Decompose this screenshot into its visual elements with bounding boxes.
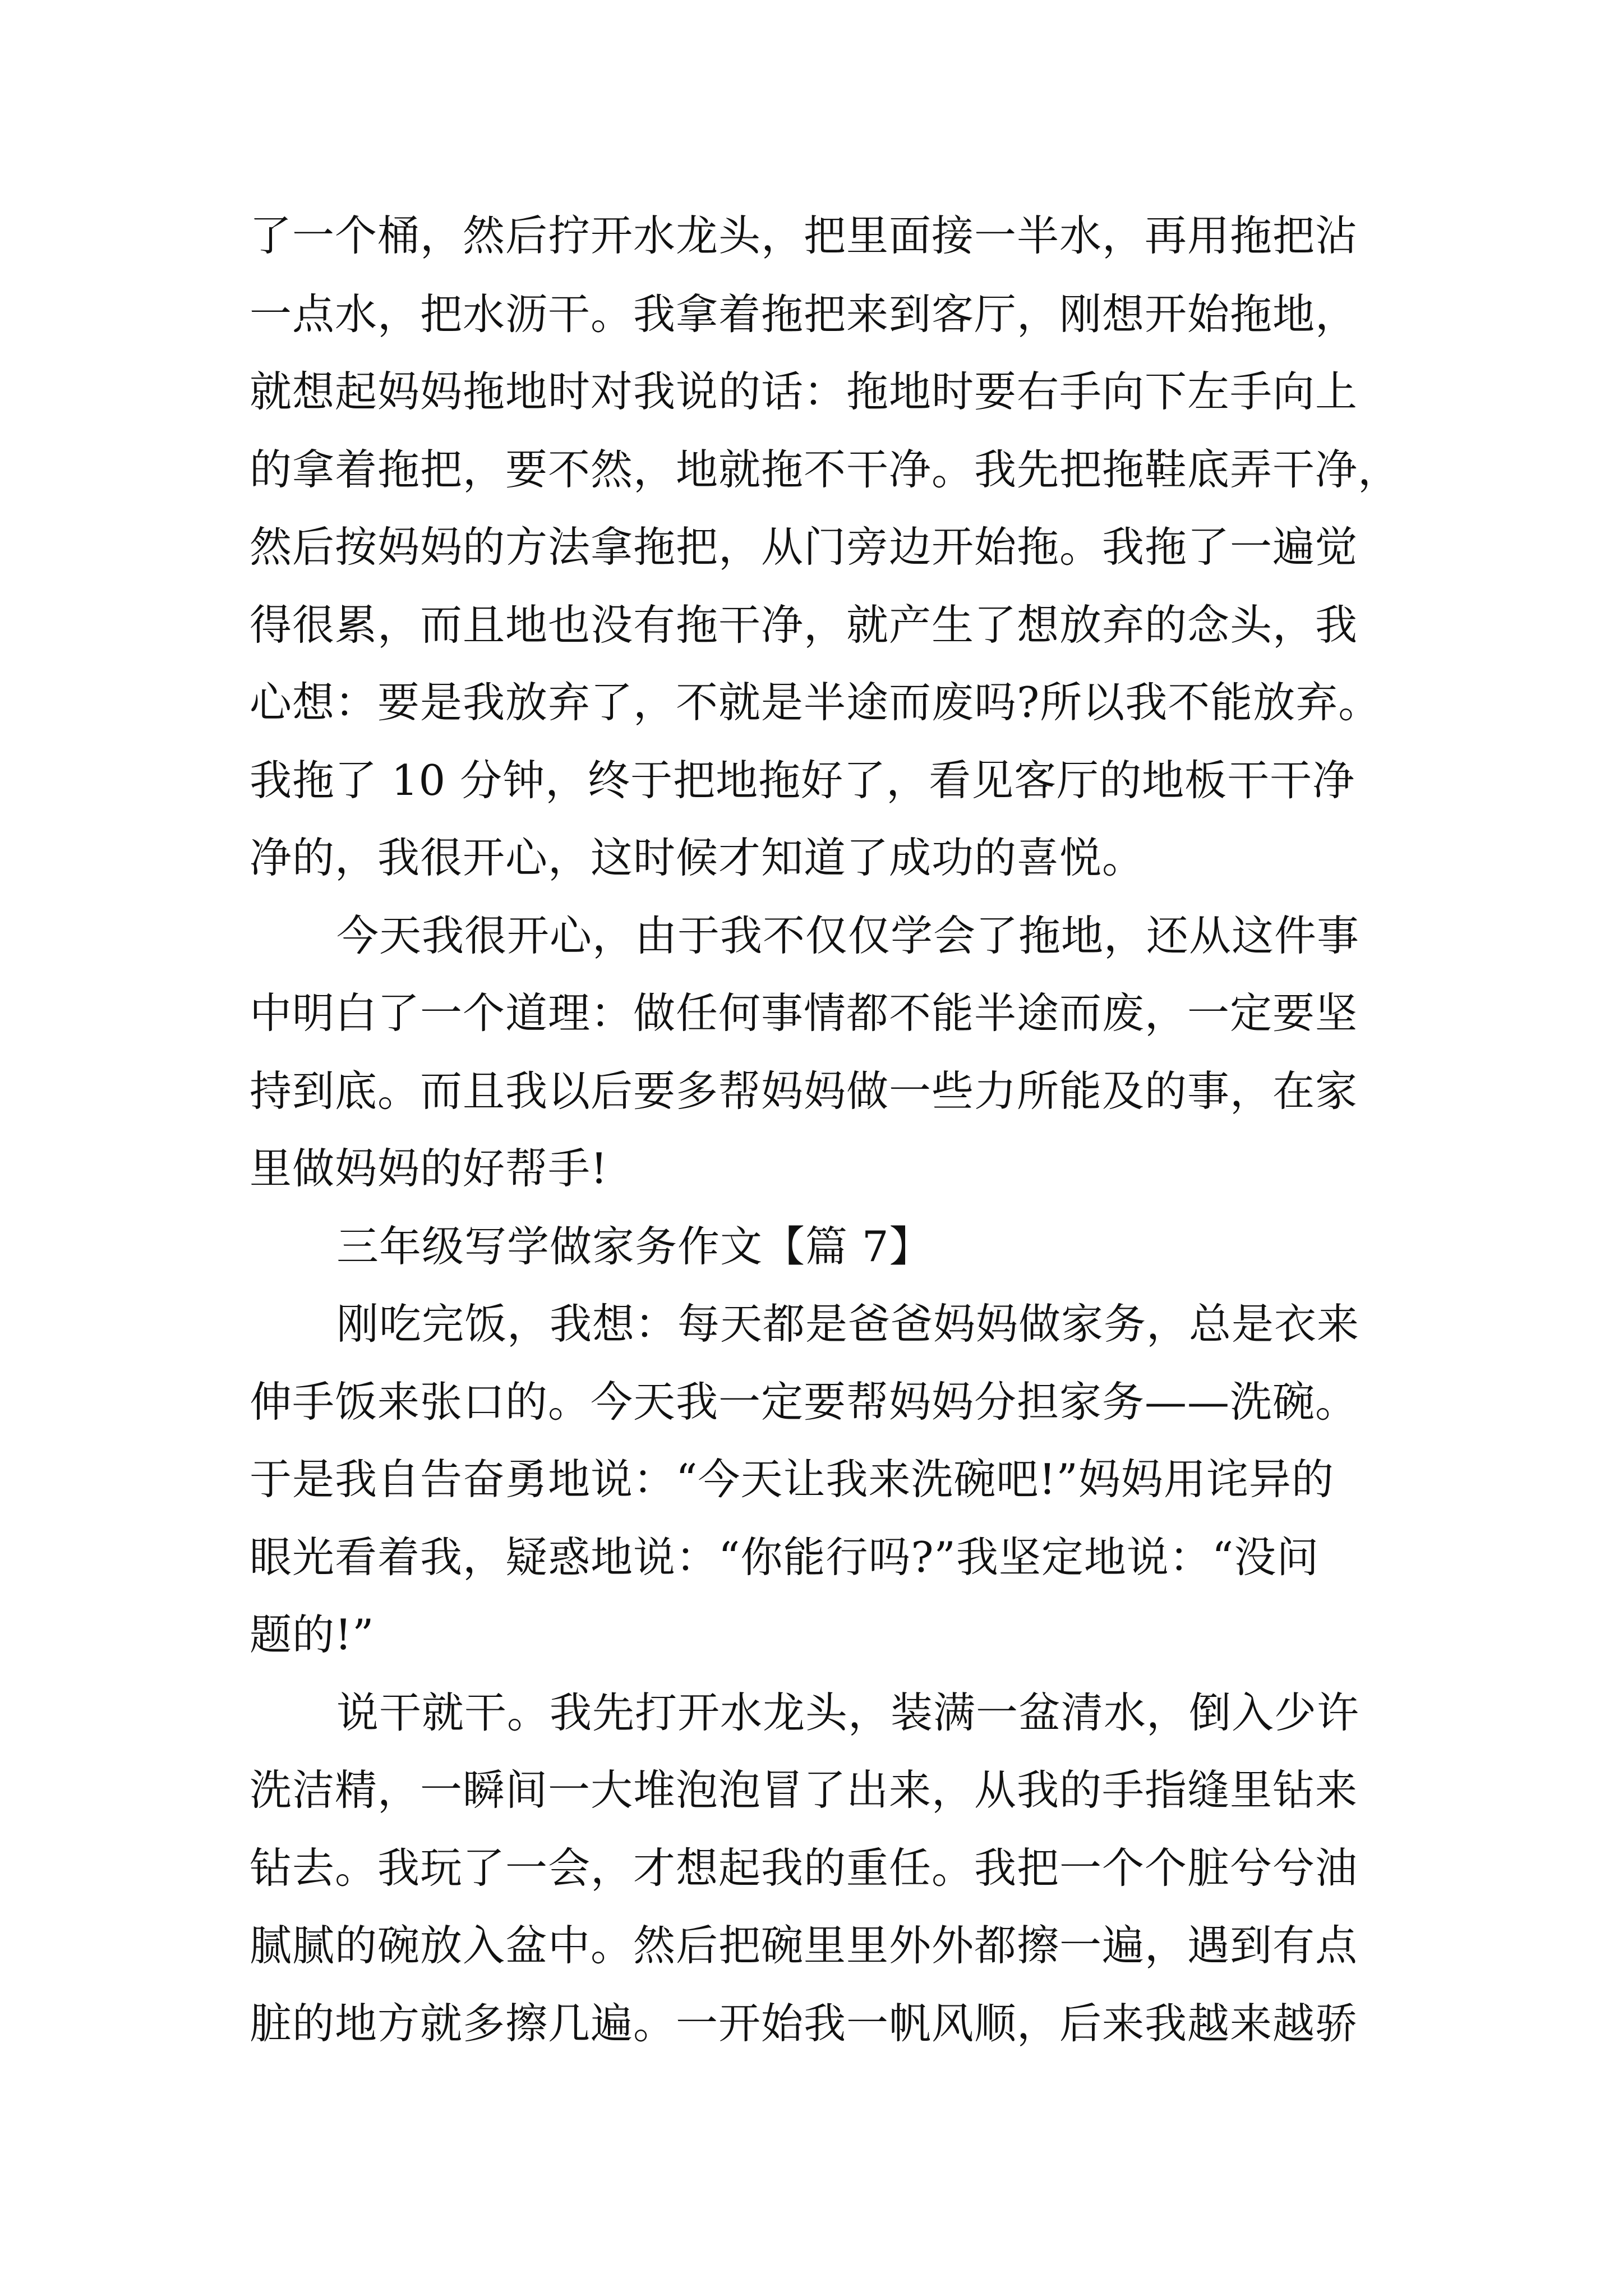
text-line: 然后按妈妈的方法拿拖把，从门旁边开始拖。我拖了一遍觉 bbox=[250, 522, 1358, 572]
paragraph-first-line: 刚吃完饭，我想：每天都是爸爸妈妈做家务，总是衣来 bbox=[336, 1299, 1360, 1349]
text-line: 净的，我很开心，这时候才知道了成功的喜悦。 bbox=[250, 833, 1145, 882]
text-line: 题的!” bbox=[250, 1610, 375, 1659]
paragraph-first-line: 今天我很开心，由于我不仅仅学会了拖地，还从这件事 bbox=[336, 911, 1360, 960]
paragraph-first-line: 说干就干。我先打开水龙头，装满一盆清水，倒入少许 bbox=[336, 1688, 1360, 1737]
text-line: 心想：要是我放弃了，不就是半途而废吗?所以我不能放弃。 bbox=[250, 678, 1381, 727]
text-line: 腻腻的碗放入盆中。然后把碗里里外外都擦一遍，遇到有点 bbox=[250, 1921, 1358, 1970]
text-line: 中明白了一个道理：做任何事情都不能半途而废，一定要坚 bbox=[250, 988, 1358, 1038]
text-line: 我拖了 10 分钟，终于把地拖好了，看见客厅的地板干干净 bbox=[250, 756, 1355, 805]
text-line: 一点水，把水沥干。我拿着拖把来到客厅，刚想开始拖地， bbox=[250, 289, 1358, 339]
text-line: 里做妈妈的好帮手! bbox=[250, 1144, 608, 1193]
text-line: 钻去。我玩了一会，才想起我的重任。我把一个个脏兮兮油 bbox=[250, 1843, 1358, 1893]
text-line: 伸手饭来张口的。今天我一定要帮妈妈分担家务——洗碗。 bbox=[250, 1377, 1358, 1427]
text-line: 就想起妈妈拖地时对我说的话：拖地时要右手向下左手向上 bbox=[250, 367, 1358, 416]
text-line: 了一个桶，然后拧开水龙头，把里面接一半水，再用拖把沾 bbox=[250, 211, 1358, 260]
text-line: 于是我自告奋勇地说：“今天让我来洗碗吧!”妈妈用诧异的 bbox=[250, 1455, 1334, 1504]
text-line: 的拿着拖把，要不然，地就拖不干净。我先把拖鞋底弄干净， bbox=[250, 445, 1401, 494]
text-line: 得很累，而且地也没有拖干净，就产生了想放弃的念头，我 bbox=[250, 600, 1358, 650]
text-line: 持到底。而且我以后要多帮妈妈做一些力所能及的事，在家 bbox=[250, 1066, 1358, 1116]
section-heading: 三年级写学做家务作文【篇 7】 bbox=[336, 1222, 932, 1271]
text-line: 脏的地方就多擦几遍。一开始我一帆风顺，后来我越来越骄 bbox=[250, 1999, 1358, 2048]
text-line: 眼光看着我，疑惑地说：“你能行吗?”我坚定地说：“没问 bbox=[250, 1533, 1320, 1582]
text-line: 洗洁精，一瞬间一大堆泡泡冒了出来，从我的手指缝里钻来 bbox=[250, 1765, 1358, 1815]
